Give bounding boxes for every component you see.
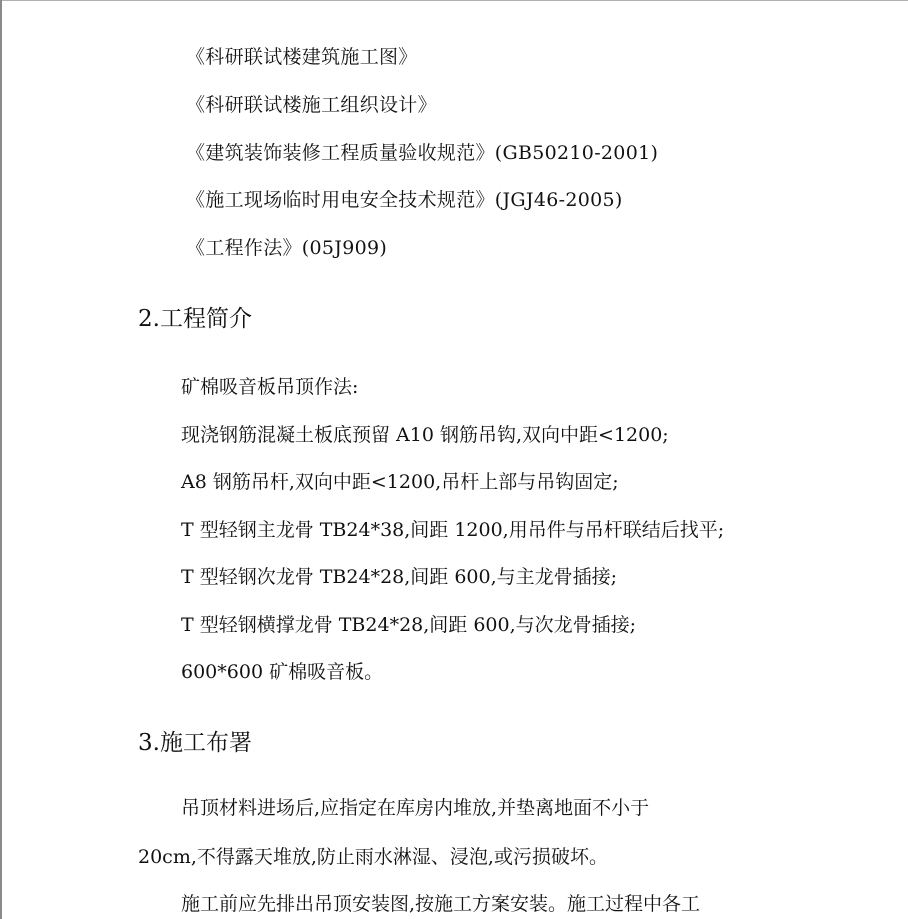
body-line: 现浇钢筋混凝土板底预留 A10 钢筋吊钩,双向中距<1200;	[181, 424, 669, 446]
section-heading: 3.施工布署	[138, 730, 252, 756]
reference-item: 《科研联试楼建筑施工图》	[186, 46, 418, 68]
body-line: 600*600 矿棉吸音板。	[181, 661, 384, 683]
paragraph-line: 施工前应先排出吊顶安装图,按施工方案安装。施工过程中各工	[181, 893, 701, 915]
reference-item: 《科研联试楼施工组织设计》	[186, 94, 437, 116]
body-line: T 型轻钢主龙骨 TB24*38,间距 1200,用吊件与吊杆联结后找平;	[181, 519, 725, 541]
body-line: 矿棉吸音板吊顶作法:	[181, 376, 359, 398]
page-left-edge	[0, 0, 2, 919]
body-line: T 型轻钢次龙骨 TB24*28,间距 600,与主龙骨插接;	[181, 566, 618, 588]
page-top-edge	[0, 0, 908, 1]
paragraph-line: 20cm,不得露天堆放,防止雨水淋湿、浸泡,或污损破坏。	[138, 846, 608, 868]
body-line: A8 钢筋吊杆,双向中距<1200,吊杆上部与吊钩固定;	[181, 471, 619, 493]
section-heading: 2.工程简介	[138, 306, 252, 332]
reference-item: 《施工现场临时用电安全技术规范》(JGJ46-2005)	[186, 189, 623, 211]
reference-item: 《工程作法》(05J909)	[186, 237, 388, 259]
paragraph-line: 吊顶材料进场后,应指定在库房内堆放,并垫离地面不小于	[181, 797, 650, 819]
reference-item: 《建筑装饰装修工程质量验收规范》(GB50210-2001)	[186, 142, 659, 164]
body-line: T 型轻钢横撑龙骨 TB24*28,间距 600,与次龙骨插接;	[181, 614, 637, 636]
